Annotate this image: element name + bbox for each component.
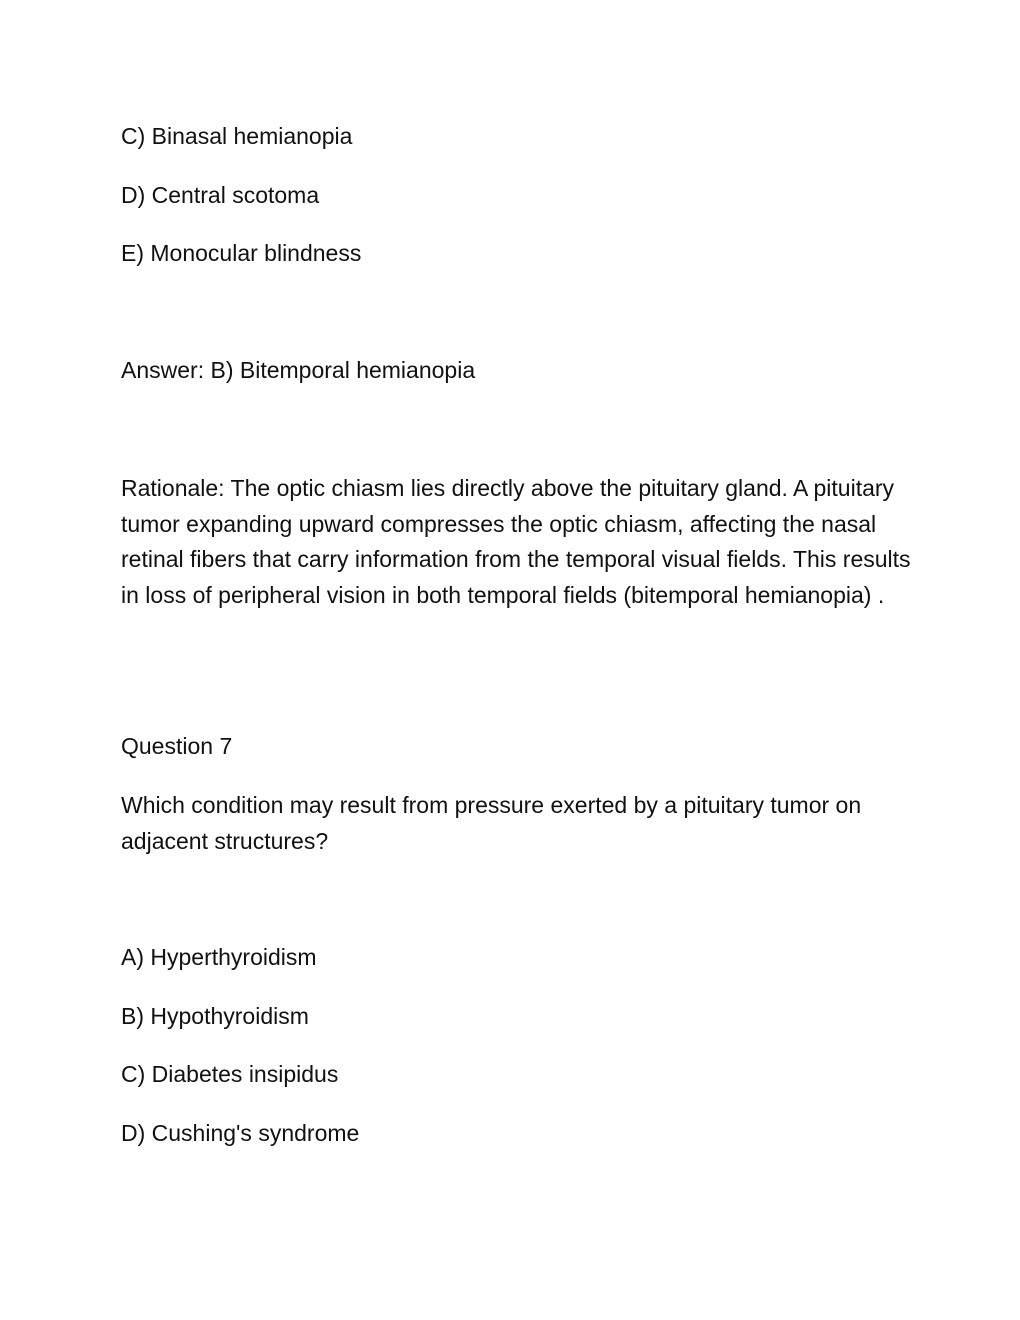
option-c-diabetes-insipidus: C) Diabetes insipidus	[121, 1061, 339, 1087]
question-7-heading: Question 7	[121, 733, 233, 759]
option-b-hypothyroidism: B) Hypothyroidism	[121, 1003, 309, 1029]
rationale-text: Rationale: The optic chiasm lies directly above the pituitary gland. A pituitary tumor expanding upward compresses the optic chiasm, affecting the nasal retinal fibers that carry information from the temporal visual fields. This results in loss of peripheral vision in both temporal fields (bitemporal hemianopia) .	[121, 475, 911, 608]
answer-text: Answer: B) Bitemporal hemianopia	[121, 357, 476, 383]
option-a-hyperthyroidism: A) Hyperthyroidism	[121, 944, 317, 970]
option-d-central-scotoma: D) Central scotoma	[121, 182, 320, 208]
option-e-monocular-blindness: E) Monocular blindness	[121, 240, 362, 266]
option-c-binasal: C) Binasal hemianopia	[121, 123, 353, 149]
option-d-cushings-syndrome: D) Cushing's syndrome	[121, 1120, 360, 1146]
question-7-prompt: Which condition may result from pressure exerted by a pituitary tumor on adjacent structures?	[121, 792, 862, 854]
